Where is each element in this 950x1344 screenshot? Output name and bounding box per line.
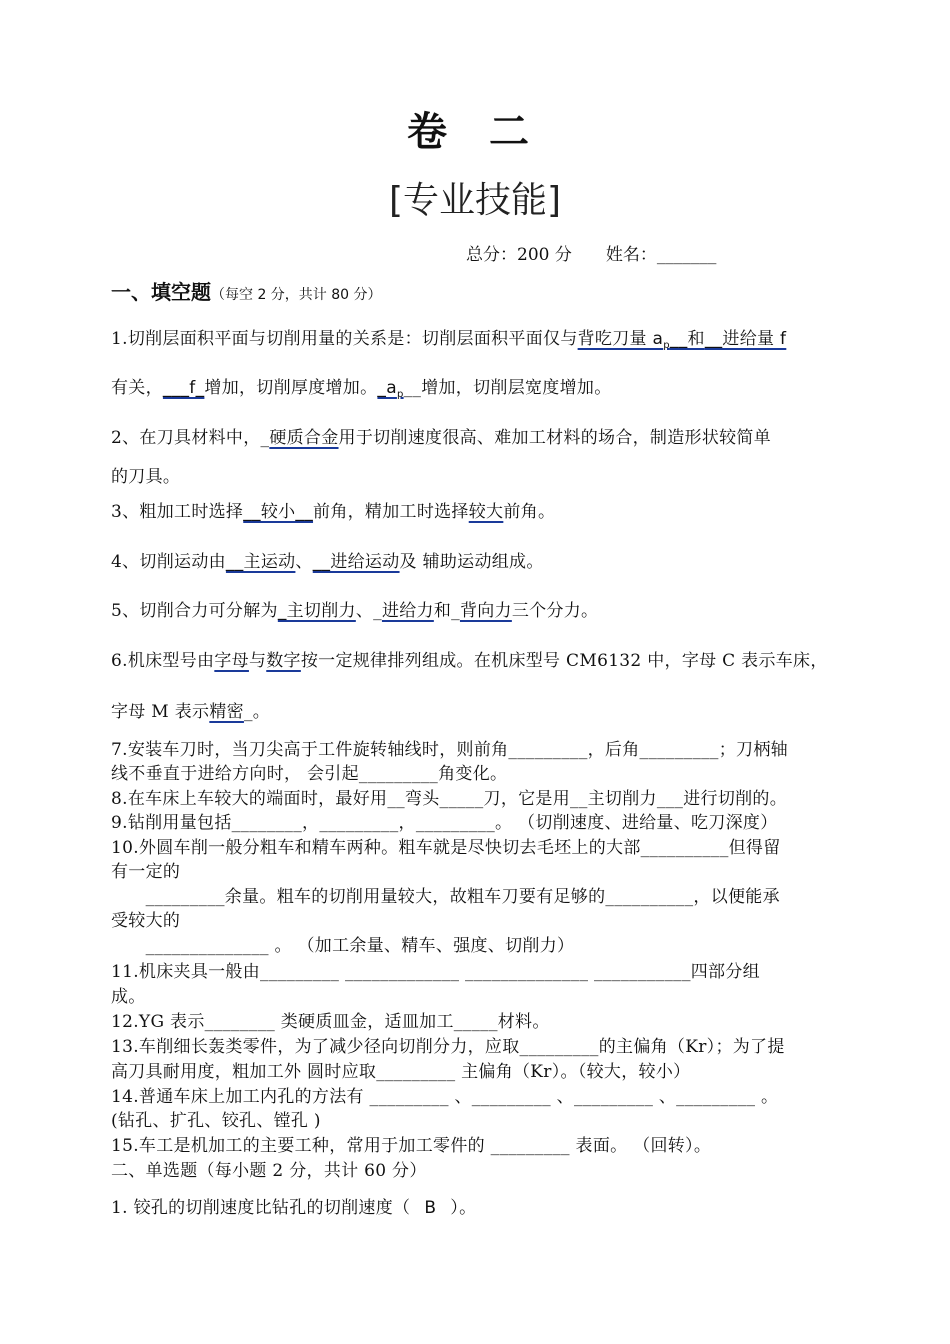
section-heading-single-choice: 二、单选题（每小题 2 分，共计 60 分） [111,1161,427,1181]
answer-1-2: __进给量 f [704,329,787,349]
answer-3-2: 较大 [468,502,504,522]
section-heading-fill-blank [111,276,382,305]
question-6-line-1: 6.机床型号由字母与数字按一定规律排列组成。在机床型号 CM6132 中，字母 C 表示车床， [111,651,828,671]
score-name-line: 总分：200 分 姓名：_______ [466,245,717,265]
question-10-line-4: 受较大的 [111,911,181,931]
question-13-line-1: 13.车削细长轰类零件，为了减少径向切削分力，应取_________的主偏角（Kr）；为了提 [111,1037,785,1057]
answer-6-1: 字母 [214,651,249,671]
page-subtitle: [专业技能] [388,180,562,221]
question-11-line-1: 11.机床夹具一般由_________ _____________ ______________ ___________四部分组 [111,962,760,982]
section-note: （每空 2 分，共计 80 分） [211,287,382,303]
mc-question-1: 1. 铰孔的切削速度比钻孔的切削速度（ B ）。 [111,1198,477,1218]
answer-4-2: __进给运动 [312,552,400,572]
question-2-line-1: 2、在刀具材料中，_硬质合金用于切削速度很高、难加工材料的场合，制造形状较简单 [111,428,772,448]
question-8: 8.在车床上车较大的端面时，最好用__弯头_____刀，它是用__主切削力___进行切削的。 [111,789,788,809]
question-11-line-2: 成。 [111,987,146,1007]
question-13-line-2: 高刀具耐用度，粗加工外 圆时应取_________ 主偏角（Kr）。（较大，较小） [111,1062,691,1082]
answer-5-3: 背向力 [459,601,512,621]
page-title: 卷 二 [407,109,543,155]
answer-6-3: 精密 [209,702,244,722]
question-4: 4、切削运动由__主运动、__进给运动及 辅助运动组成。 [111,552,544,572]
answer-1-4: $\_a_p$ [377,378,404,400]
answer-1-3: ___f_ [162,378,205,398]
question-7-line-2: 线不垂直于进给方向时， 会引起_________角变化。 [111,764,508,784]
answer-5-1: _主切削力 [277,601,356,621]
answer-2-1: 硬质合金 [269,428,339,448]
question-14-line-1: 14.普通车床上加工内孔的方法有 _________ 、_________ 、_________ 、_________ 。 [111,1087,779,1107]
answer-5-2: 进给力 [381,601,434,621]
question-10-line-1: 10.外圆车削一般分粗车和精车两种。粗车就是尽快切去毛坯上的大部__________但得留 [111,838,781,858]
question-3: 3、粗加工时选择__较小__前角，精加工时选择较大前角。 [111,502,556,522]
question-6-line-2: 字母 M 表示精密_。 [111,702,271,722]
question-10-line-3: _________余量。粗车的切削用量较大，故粗车刀要有足够的__________，以便能承 [111,887,780,907]
answer-6-2: 数字 [266,651,301,671]
question-2-line-2: 的刀具。 [111,467,181,487]
question-5: 5、切削合力可分解为_主切削力、_进给力和_背向力三个分力。 [111,601,599,621]
question-10-line-2: 有一定的 [111,862,181,882]
question-7-line-1: 7.安装车刀时，当刀尖高于工件旋转轴线时，则前角_________，后角_________；刀柄轴 [111,740,788,760]
section-title: 一、填空题 [111,280,211,304]
question-10-line-5: ______________ 。 （加工余量、精车、强度、切削力） [111,936,575,956]
question-1-line-2: 有关，___f_增加，切削厚度增加。$\_a_p\_\_$增加，切削层宽度增加。 [111,378,612,400]
question-14-line-2: (钻孔、扩孔、铰孔、镗孔 ) [111,1111,321,1131]
mc-answer-1: B [424,1198,437,1218]
question-9: 9.钻削用量包括________，_________，_________。 （切削速度、进给量、吃刀深度） [111,813,778,833]
answer-1-1: 背吃刀量 $a_p$ [577,329,670,351]
answer-3-1: __较小__ [243,502,314,522]
question-15: 15.车工是机加工的主要工种，常用于加工零件的 _________ 表面。 （回转）。 [111,1136,712,1156]
answer-4-1: __主运动 [225,552,296,572]
question-1-line-1: 1.切削层面积平面与切削用量的关系是：切削层面积平面仅与背吃刀量 $a_p\_\_$和__进给量 f [111,329,787,351]
question-12: 12.YG 表示________ 类硬质皿金，适皿加工_____材料。 [111,1012,550,1032]
